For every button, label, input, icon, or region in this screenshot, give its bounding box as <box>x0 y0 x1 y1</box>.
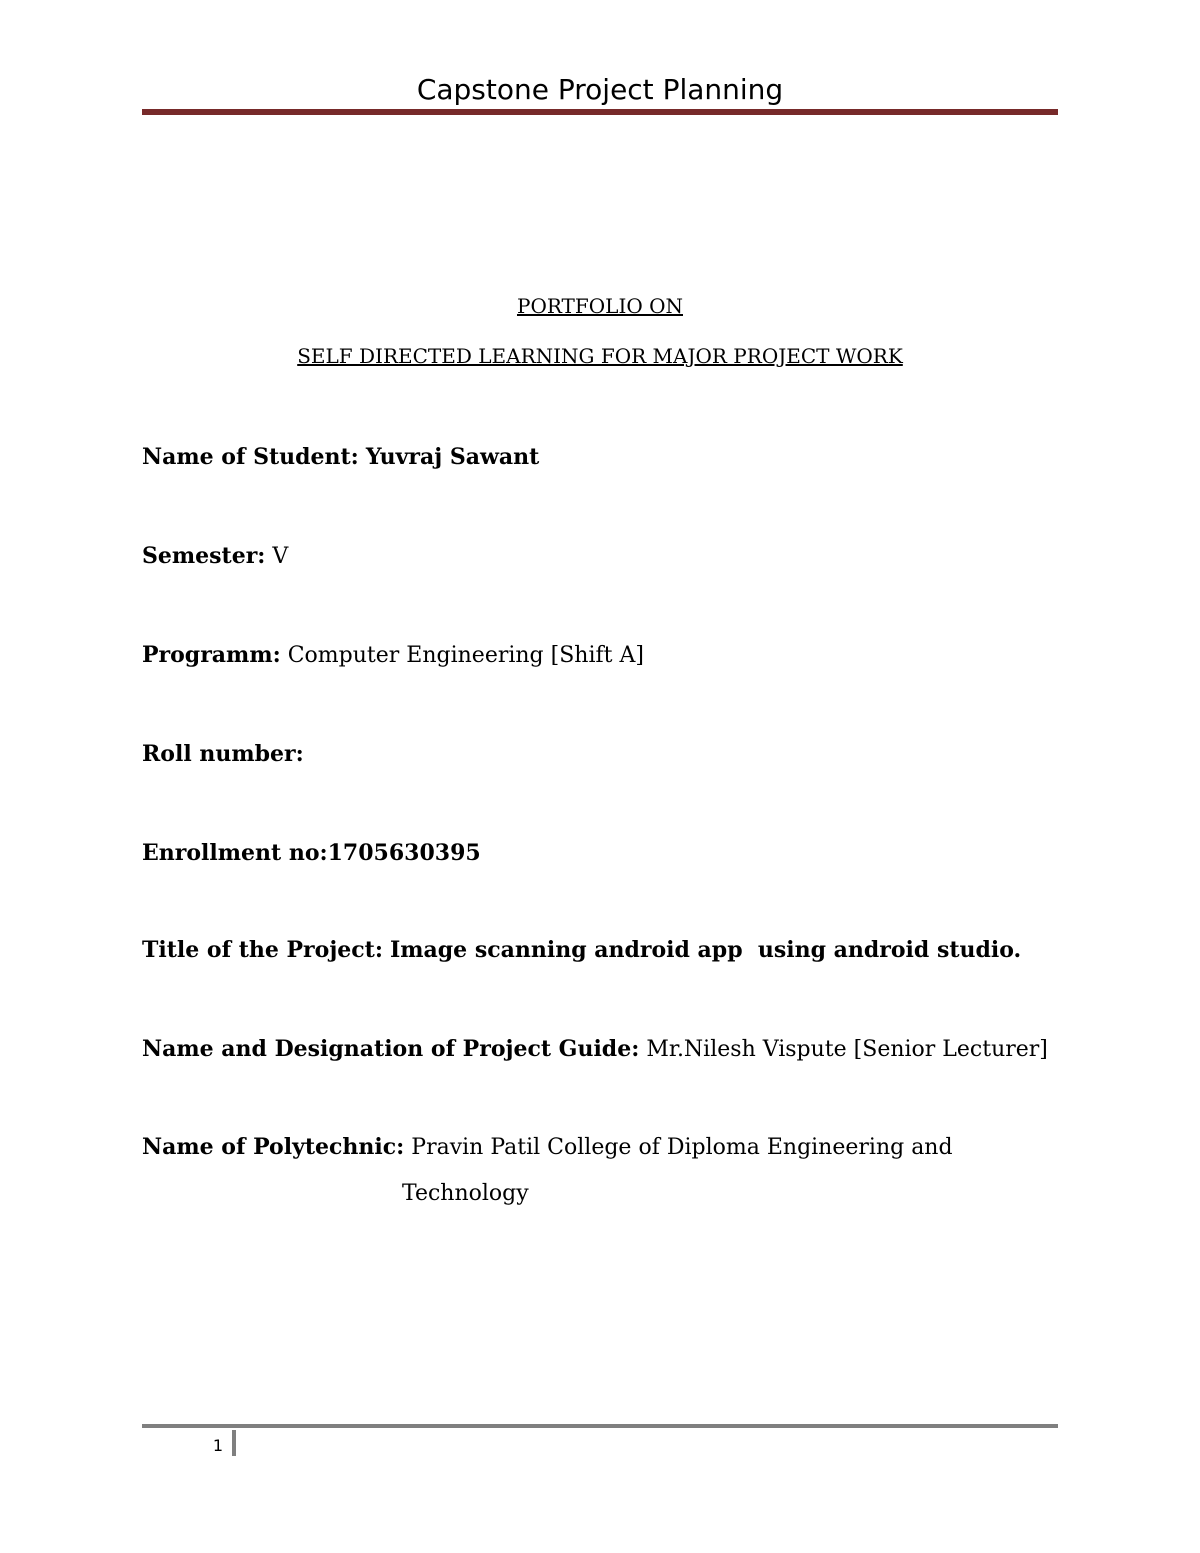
enrollment-value: 1705630395 <box>327 840 481 866</box>
polytechnic-field <box>142 1133 1058 1162</box>
project-title-value: Image scanning android app using android studio. <box>389 937 1022 963</box>
header-rule <box>142 109 1058 115</box>
student-name-label: Name of Student: <box>142 444 359 470</box>
enrollment-field <box>142 839 1058 868</box>
programme-label: Programm: <box>142 642 281 668</box>
project-title-label: Title of the Project: <box>142 937 383 963</box>
header-title: Capstone Project Planning <box>416 73 784 106</box>
portfolio-heading: PORTFOLIO ON <box>516 294 683 318</box>
polytechnic-value: Pravin Patil College of Diploma Engineering and <box>411 1135 953 1160</box>
enrollment-label: Enrollment no: <box>142 840 328 866</box>
project-guide-value: Mr.Nilesh Vispute [Senior Lecturer] <box>646 1037 1048 1062</box>
semester-label: Semester: <box>142 543 266 569</box>
polytechnic-label: Name of Polytechnic: <box>142 1134 405 1160</box>
student-name-field <box>142 443 1058 472</box>
programme-field <box>142 641 1058 670</box>
project-guide-label: Name and Designation of Project Guide: <box>142 1036 640 1062</box>
portfolio-subheading: SELF DIRECTED LEARNING FOR MAJOR PROJECT WORK <box>297 344 903 368</box>
roll-number-label: Roll number: <box>142 741 304 767</box>
page-number: 1 <box>212 1436 224 1455</box>
project-title-field <box>142 936 1058 965</box>
project-guide-field <box>142 1035 1058 1064</box>
roll-number-field <box>142 740 1058 769</box>
programme-value: Computer Engineering [Shift A] <box>287 643 644 668</box>
footer-divider <box>232 1430 236 1456</box>
student-name-value: Yuvraj Sawant <box>365 444 540 470</box>
semester-value: V <box>272 544 289 569</box>
footer-rule <box>142 1424 1058 1428</box>
semester-field <box>142 542 1058 571</box>
polytechnic-value-continued: Technology <box>402 1181 529 1206</box>
